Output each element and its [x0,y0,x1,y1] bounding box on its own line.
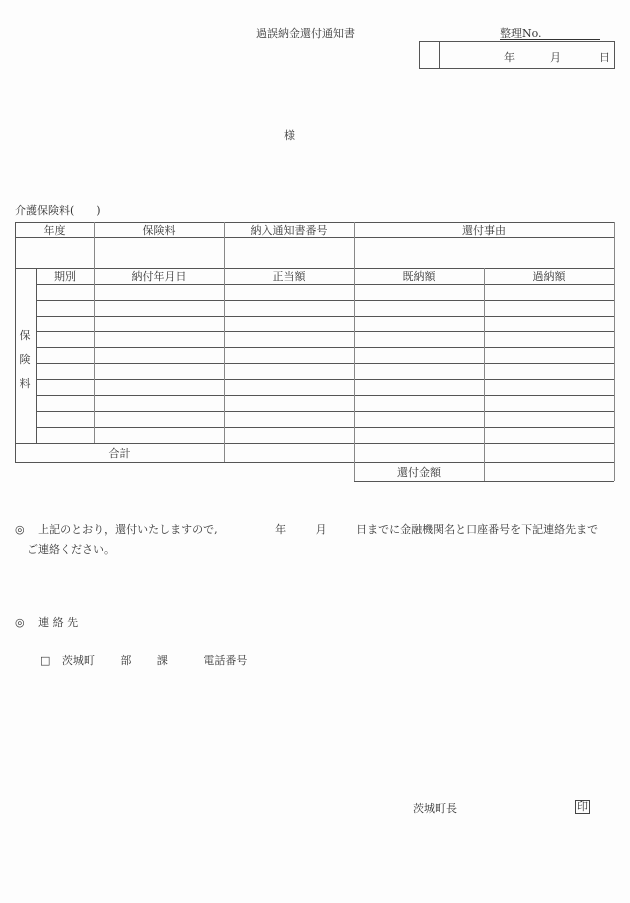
header-payment-date: 納付年月日 [131,270,187,283]
section-label: 介護保険料( ) [15,204,101,217]
notice-mark: ◎ [15,523,25,536]
date-day: 日 [599,51,610,64]
refund-amount-label: 還付金額 [397,465,441,479]
notice-number-field[interactable] [225,238,353,267]
side-label-premium: 保 険 料 [19,329,31,390]
contact-mark: ◎ [15,616,25,629]
fiscal-year-field[interactable] [16,238,93,267]
header-period: 期別 [54,270,76,283]
total-correct-amount[interactable] [225,444,353,462]
notice-line-1: ◎ 上記のとおり，還付いたしますので, 年 月 日までに金融機関名と口座番号を下記連絡先まで [15,523,599,536]
header-premium: 保険料 [142,223,176,237]
document-title: 過誤納金還付通知書 [256,27,355,40]
header-refund-reason: 還付事由 [462,223,506,237]
header-overpaid-amount: 過納額 [532,270,566,283]
refund-amount-field[interactable] [485,463,613,481]
header-correct-amount: 正当額 [272,270,306,283]
contact-details: □ 茨城町 部 課 電話番号 [40,654,248,667]
reference-number-label: 整理No. [500,27,542,40]
contact-checkbox[interactable]: □ [40,654,51,667]
header-notice-number: 納入通知書番号 [250,223,328,237]
date-box [419,41,615,69]
reference-number-field[interactable] [500,25,600,40]
date-year: 年 [504,51,515,64]
total-label: 合計 [108,446,131,460]
date-box-divider [439,42,440,68]
premium-field[interactable] [95,238,223,267]
header-fiscal-year: 年度 [43,223,66,237]
recipient-honorific: 様 [284,129,295,142]
notice-line-2: ご連絡ください。 [27,543,115,556]
date-month: 月 [550,51,561,64]
total-paid-amount[interactable] [355,444,483,462]
header-paid-amount: 既納額 [402,270,436,283]
refund-reason-field[interactable] [355,238,613,267]
signatory-name: 茨城町長 [413,802,457,815]
total-overpaid-amount[interactable] [485,444,613,462]
seal-mark: 印 [577,800,588,813]
contact-heading: ◎ 連 絡 先 [15,616,79,629]
